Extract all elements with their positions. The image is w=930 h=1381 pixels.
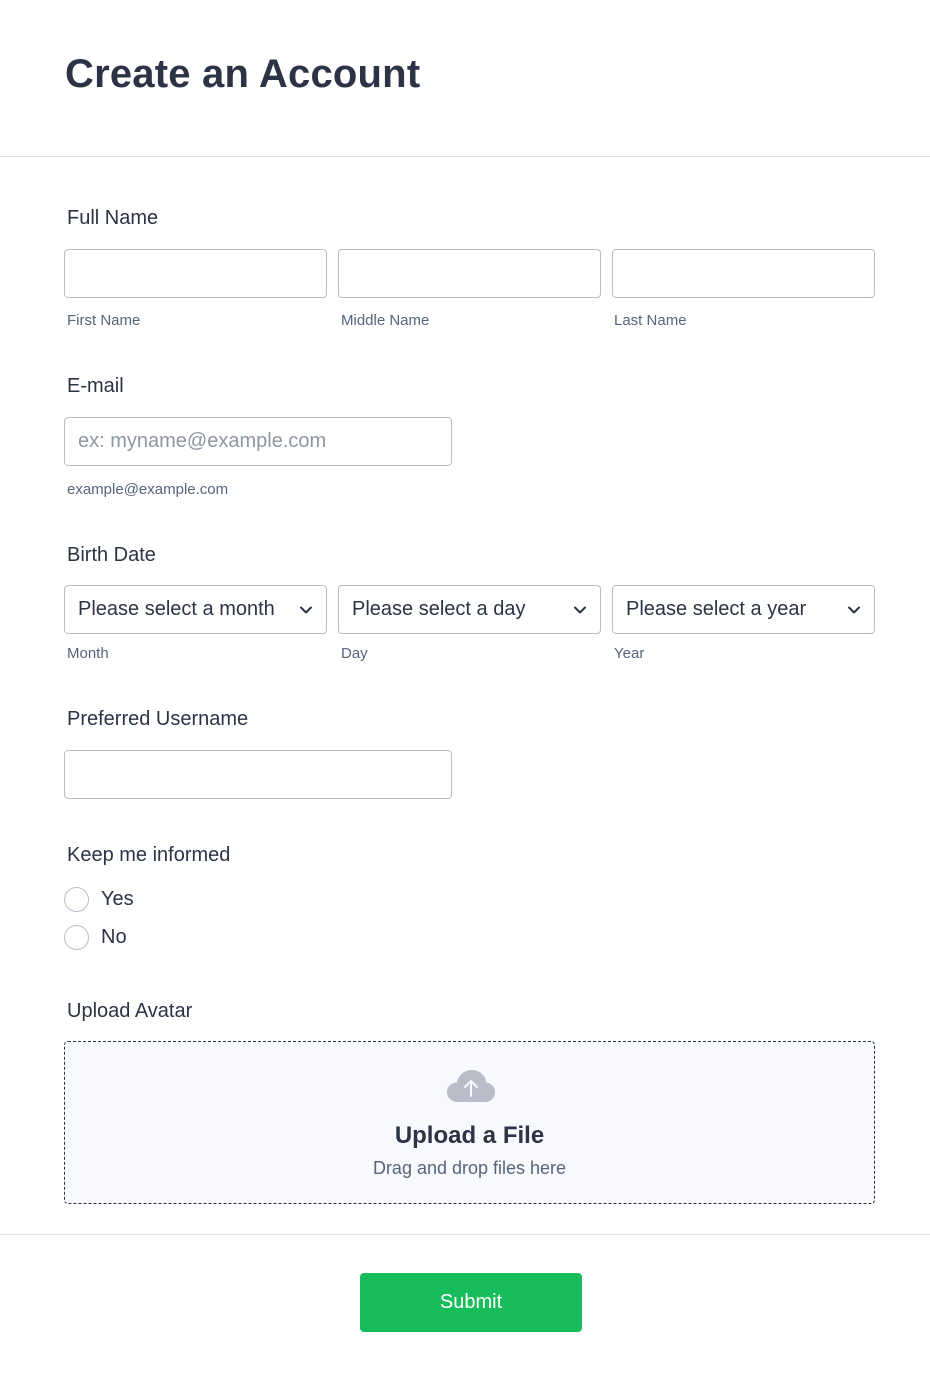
middle-name-input[interactable] [338, 249, 601, 298]
year-sublabel: Year [614, 645, 645, 662]
first-name-sublabel: First Name [67, 312, 141, 329]
cloud-upload-icon [446, 1068, 496, 1104]
footer-divider [0, 1234, 930, 1235]
file-dropzone[interactable] [64, 1041, 875, 1204]
radio-button[interactable] [64, 887, 89, 912]
chevron-down-icon [847, 603, 861, 617]
chevron-down-icon [299, 603, 313, 617]
day-sublabel: Day [341, 645, 368, 662]
upload-title: Upload a File [394, 1122, 545, 1149]
year-select-value: Please select a year [626, 598, 807, 620]
radio-label-no: No [101, 925, 127, 948]
last-name-sublabel: Last Name [614, 312, 687, 329]
radio-button[interactable] [64, 925, 89, 950]
radio-option-yes[interactable] [64, 886, 134, 912]
radio-option-no[interactable] [64, 924, 127, 950]
middle-name-sublabel: Middle Name [341, 312, 430, 329]
day-select[interactable] [338, 585, 601, 634]
submit-button[interactable]: Submit [360, 1273, 582, 1332]
username-input[interactable] [64, 750, 452, 799]
day-select-value: Please select a day [352, 598, 526, 620]
birth-date-label: Birth Date [67, 544, 156, 566]
month-select[interactable] [64, 585, 327, 634]
page-title: Create an Account [65, 52, 421, 96]
email-sublabel: example@example.com [67, 481, 229, 498]
upload-subtitle: Drag and drop files here [372, 1158, 567, 1178]
username-label: Preferred Username [67, 708, 249, 730]
upload-avatar-label: Upload Avatar [67, 1000, 193, 1022]
form-header [0, 0, 930, 157]
radio-label-yes: Yes [101, 887, 134, 910]
full-name-label: Full Name [67, 207, 159, 229]
email-input[interactable] [64, 417, 452, 466]
keep-informed-label: Keep me informed [67, 844, 231, 866]
last-name-input[interactable] [612, 249, 875, 298]
chevron-down-icon [573, 603, 587, 617]
year-select[interactable] [612, 585, 875, 634]
month-sublabel: Month [67, 645, 109, 662]
first-name-input[interactable] [64, 249, 327, 298]
month-select-value: Please select a month [78, 598, 275, 620]
email-label: E-mail [67, 375, 124, 397]
